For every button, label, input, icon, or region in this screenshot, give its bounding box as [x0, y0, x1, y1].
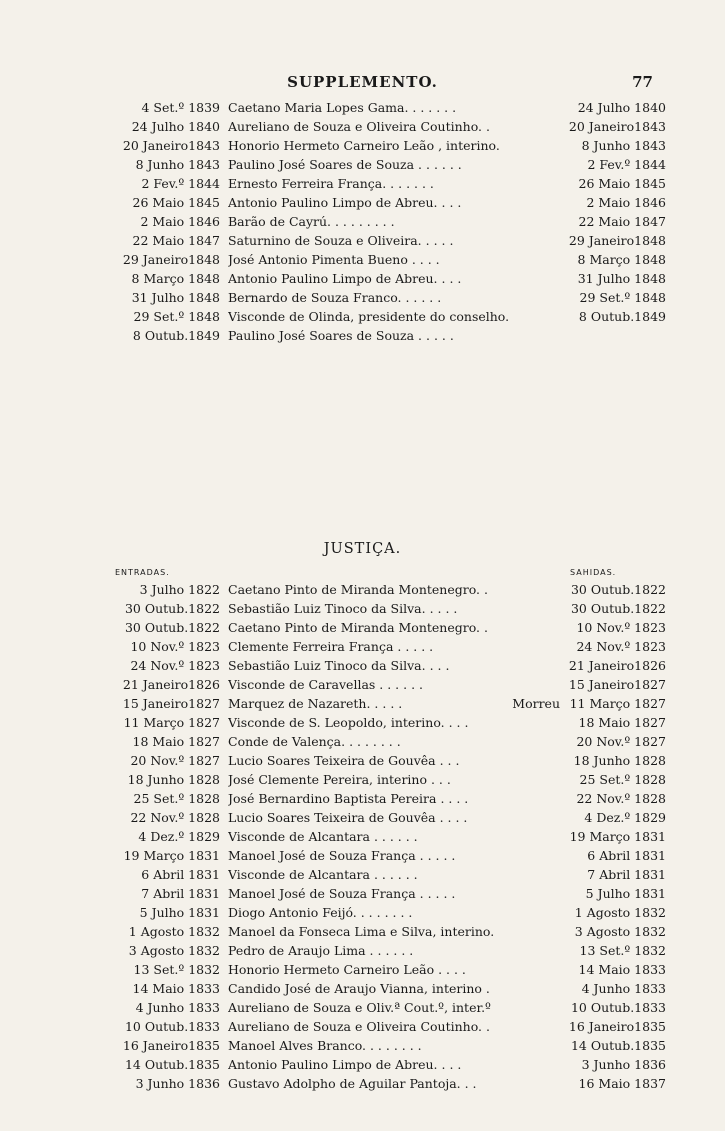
- table-row: [100, 656, 666, 675]
- table-row: [100, 599, 666, 618]
- minister-name: Gustavo Adolpho de Aguilar Pantoja. . .: [228, 1076, 477, 1091]
- table-row: [100, 1017, 666, 1036]
- entry-date: 4 Junho 1833: [135, 1000, 220, 1015]
- minister-name: Pedro de Araujo Lima . . . . . .: [228, 943, 414, 958]
- minister-name: Visconde de Olinda, presidente do conselho.: [228, 309, 510, 324]
- entry-date: 2 Fev.º 1844: [141, 176, 220, 191]
- exit-date: 5 Julho 1831: [585, 886, 666, 901]
- minister-name: Manoel José de Souza França . . . . .: [228, 886, 456, 901]
- exit-date: 16 Janeiro1835: [568, 1019, 666, 1034]
- table-row: [100, 960, 666, 979]
- entry-date: 29 Set.º 1848: [133, 309, 220, 324]
- running-title: SUPPLEMENTO.: [287, 73, 438, 91]
- entry-date: 7 Abril 1831: [141, 886, 220, 901]
- table-row: [100, 865, 666, 884]
- table-row: [100, 193, 666, 212]
- exit-date: 22 Maio 1847: [578, 214, 666, 229]
- table-row: [100, 1036, 666, 1055]
- table-row: [100, 1074, 666, 1093]
- minister-name: Sebastião Luiz Tinoco da Silva. . . .: [228, 658, 450, 673]
- exit-date: 22 Nov.º 1828: [576, 791, 666, 806]
- table-row: [100, 827, 666, 846]
- entry-date: 8 Março 1848: [131, 271, 220, 286]
- entry-date: 3 Junho 1836: [135, 1076, 220, 1091]
- entry-date: 25 Set.º 1828: [133, 791, 220, 806]
- table-row: [100, 922, 666, 941]
- page-number: 77: [632, 73, 653, 91]
- remark: Morreu: [512, 696, 560, 711]
- minister-name: Antonio Paulino Limpo de Abreu. . . .: [228, 271, 462, 286]
- exit-date: 8 Março 1848: [577, 252, 666, 267]
- exit-date: 13 Set.º 1832: [579, 943, 666, 958]
- exit-date: 21 Janeiro1826: [568, 658, 666, 673]
- exit-date: 2 Maio 1846: [586, 195, 666, 210]
- entry-date: 20 Janeiro1843: [122, 138, 220, 153]
- minister-name: Clemente Ferreira França . . . . .: [228, 639, 434, 654]
- entry-date: 24 Nov.º 1823: [130, 658, 220, 673]
- entry-date: 29 Janeiro1848: [122, 252, 220, 267]
- entry-date: 3 Agosto 1832: [128, 943, 220, 958]
- exit-date: 11 Março 1827: [569, 696, 666, 711]
- column-label-sahidas: SAHIDAS.: [570, 568, 617, 577]
- minister-name: Manoel José de Souza França . . . . .: [228, 848, 456, 863]
- entry-date: 14 Outub.1835: [124, 1057, 220, 1072]
- exit-date: 19 Março 1831: [569, 829, 666, 844]
- table-row: [100, 174, 666, 193]
- minister-name: Lucio Soares Teixeira de Gouvêa . . .: [228, 753, 460, 768]
- exit-date: 29 Janeiro1848: [568, 233, 666, 248]
- table-row: [100, 155, 666, 174]
- exit-date: 26 Maio 1845: [578, 176, 666, 191]
- minister-name: Visconde de S. Leopoldo, interino. . . .: [228, 715, 469, 730]
- section-title-justica: JUSTIÇA.: [323, 541, 402, 557]
- table-row: [100, 250, 666, 269]
- minister-name: Marquez de Nazareth. . . . .: [228, 696, 403, 711]
- minister-name: Manoel Alves Branco. . . . . . . .: [228, 1038, 422, 1053]
- exit-date: 10 Nov.º 1823: [576, 620, 666, 635]
- table-row: [100, 269, 666, 288]
- exit-date: 3 Junho 1836: [581, 1057, 666, 1072]
- table-row: [100, 846, 666, 865]
- entry-date: 11 Março 1827: [123, 715, 220, 730]
- exit-date: 6 Abril 1831: [587, 848, 666, 863]
- exit-date: 24 Julho 1840: [577, 100, 666, 115]
- table-row: [100, 713, 666, 732]
- entry-date: 13 Set.º 1832: [133, 962, 220, 977]
- minister-name: Barão de Cayrú. . . . . . . . .: [228, 214, 395, 229]
- entry-date: 14 Maio 1833: [132, 981, 220, 996]
- entry-date: 22 Maio 1847: [132, 233, 220, 248]
- entry-date: 16 Janeiro1835: [122, 1038, 220, 1053]
- minister-name: Caetano Pinto de Miranda Montenegro. .: [228, 620, 488, 635]
- entry-date: 30 Outub.1822: [124, 601, 220, 616]
- table-row: [100, 1055, 666, 1074]
- table-row: [100, 212, 666, 231]
- minister-name: Antonio Paulino Limpo de Abreu. . . .: [228, 1057, 462, 1072]
- minister-name: Saturnino de Souza e Oliveira. . . . .: [228, 233, 454, 248]
- minister-name: Visconde de Alcantara . . . . . .: [228, 867, 418, 882]
- minister-name: José Antonio Pimenta Bueno . . . .: [228, 252, 440, 267]
- minister-name: José Bernardino Baptista Pereira . . . .: [228, 791, 469, 806]
- table-row: [100, 98, 666, 117]
- exit-date: 20 Nov.º 1827: [576, 734, 666, 749]
- table-row: [100, 998, 666, 1017]
- entry-date: 15 Janeiro1827: [122, 696, 220, 711]
- entry-date: 5 Julho 1831: [139, 905, 220, 920]
- table-row: [100, 884, 666, 903]
- table-row: [100, 618, 666, 637]
- entry-date: 2 Maio 1846: [140, 214, 220, 229]
- entry-date: 8 Outub.1849: [132, 328, 220, 343]
- table-row: [100, 732, 666, 751]
- table-row: [100, 694, 666, 713]
- exit-date: 10 Outub.1833: [570, 1000, 666, 1015]
- entry-date: 30 Outub.1822: [124, 620, 220, 635]
- minister-name: Caetano Pinto de Miranda Montenegro. .: [228, 582, 488, 597]
- table-row: [100, 770, 666, 789]
- minister-name: Visconde de Caravellas . . . . . .: [228, 677, 423, 692]
- table-row: [100, 903, 666, 922]
- table-row: [100, 580, 666, 599]
- entry-date: 22 Nov.º 1828: [130, 810, 220, 825]
- table-row: [100, 307, 666, 326]
- exit-date: 2 Fev.º 1844: [587, 157, 666, 172]
- table-row: [100, 117, 666, 136]
- exit-date: 30 Outub.1822: [570, 601, 666, 616]
- minister-name: Antonio Paulino Limpo de Abreu. . . .: [228, 195, 462, 210]
- exit-date: 18 Junho 1828: [573, 753, 666, 768]
- table-row: [100, 751, 666, 770]
- exit-date: 4 Junho 1833: [581, 981, 666, 996]
- minister-name: Conde de Valença. . . . . . . .: [228, 734, 401, 749]
- table-row: [100, 675, 666, 694]
- minister-name: Bernardo de Souza Franco. . . . . .: [228, 290, 442, 305]
- minister-name: Ernesto Ferreira França. . . . . . .: [228, 176, 434, 191]
- exit-date: 15 Janeiro1827: [568, 677, 666, 692]
- minister-name: Honorio Hermeto Carneiro Leão . . . .: [228, 962, 466, 977]
- minister-name: Caetano Maria Lopes Gama. . . . . . .: [228, 100, 457, 115]
- table-row: [100, 789, 666, 808]
- exit-date: 29 Set.º 1848: [579, 290, 666, 305]
- minister-name: Aureliano de Souza e Oliveira Coutinho. .: [228, 119, 490, 134]
- entry-date: 19 Março 1831: [123, 848, 220, 863]
- exit-date: 4 Dez.º 1829: [584, 810, 666, 825]
- entry-date: 20 Nov.º 1827: [130, 753, 220, 768]
- exit-date: 30 Outub.1822: [570, 582, 666, 597]
- minister-name: Manoel da Fonseca Lima e Silva, interino.: [228, 924, 495, 939]
- table-row: [100, 288, 666, 307]
- column-label-entradas: ENTRADAS.: [115, 568, 170, 577]
- entry-date: 1 Agosto 1832: [128, 924, 220, 939]
- entry-date: 18 Junho 1828: [127, 772, 220, 787]
- entry-date: 3 Julho 1822: [139, 582, 220, 597]
- table-row: [100, 941, 666, 960]
- table-row: [100, 326, 660, 345]
- table-row: [100, 979, 666, 998]
- exit-date: 3 Agosto 1832: [574, 924, 666, 939]
- table-row: [100, 231, 666, 250]
- entry-date: 4 Dez.º 1829: [138, 829, 220, 844]
- exit-date: 24 Nov.º 1823: [576, 639, 666, 654]
- exit-date: 8 Outub.1849: [578, 309, 666, 324]
- minister-name: Aureliano de Souza e Oliveira Coutinho. .: [228, 1019, 490, 1034]
- minister-name: José Clemente Pereira, interino . . .: [228, 772, 451, 787]
- entry-date: 24 Julho 1840: [131, 119, 220, 134]
- exit-date: 7 Abril 1831: [587, 867, 666, 882]
- minister-name: Paulino José Soares de Souza . . . . .: [228, 328, 454, 343]
- justica-table: [100, 580, 666, 1093]
- page-header: [0, 73, 725, 95]
- entry-date: 4 Set.º 1839: [141, 100, 220, 115]
- table-row: [100, 637, 666, 656]
- exit-date: 31 Julho 1848: [577, 271, 666, 286]
- minister-name: Paulino José Soares de Souza . . . . . .: [228, 157, 462, 172]
- supplemento-table: [100, 98, 666, 345]
- minister-name: Visconde de Alcantara . . . . . .: [228, 829, 418, 844]
- entry-date: 8 Junho 1843: [135, 157, 220, 172]
- minister-name: Candido José de Araujo Vianna, interino .: [228, 981, 490, 996]
- table-row: [100, 136, 666, 155]
- entry-date: 6 Abril 1831: [141, 867, 220, 882]
- exit-date: 14 Maio 1833: [578, 962, 666, 977]
- entry-date: 18 Maio 1827: [132, 734, 220, 749]
- entry-date: 10 Outub.1833: [124, 1019, 220, 1034]
- exit-date: 18 Maio 1827: [578, 715, 666, 730]
- minister-name: Aureliano de Souza e Oliv.ª Cout.º, inter.º: [228, 1000, 491, 1015]
- minister-name: Sebastião Luiz Tinoco da Silva. . . . .: [228, 601, 458, 616]
- exit-date: 1 Agosto 1832: [574, 905, 666, 920]
- exit-date: 20 Janeiro1843: [568, 119, 666, 134]
- exit-date: 14 Outub.1835: [570, 1038, 666, 1053]
- entry-date: 31 Julho 1848: [131, 290, 220, 305]
- entry-date: 26 Maio 1845: [132, 195, 220, 210]
- minister-name: Lucio Soares Teixeira de Gouvêa . . . .: [228, 810, 468, 825]
- table-row: [100, 808, 666, 827]
- minister-name: Honorio Hermeto Carneiro Leão , interino.: [228, 138, 500, 153]
- exit-date: 8 Junho 1843: [581, 138, 666, 153]
- exit-date: 16 Maio 1837: [578, 1076, 666, 1091]
- exit-date: 25 Set.º 1828: [579, 772, 666, 787]
- entry-date: 21 Janeiro1826: [122, 677, 220, 692]
- entry-date: 10 Nov.º 1823: [130, 639, 220, 654]
- minister-name: Diogo Antonio Feijó. . . . . . . .: [228, 905, 413, 920]
